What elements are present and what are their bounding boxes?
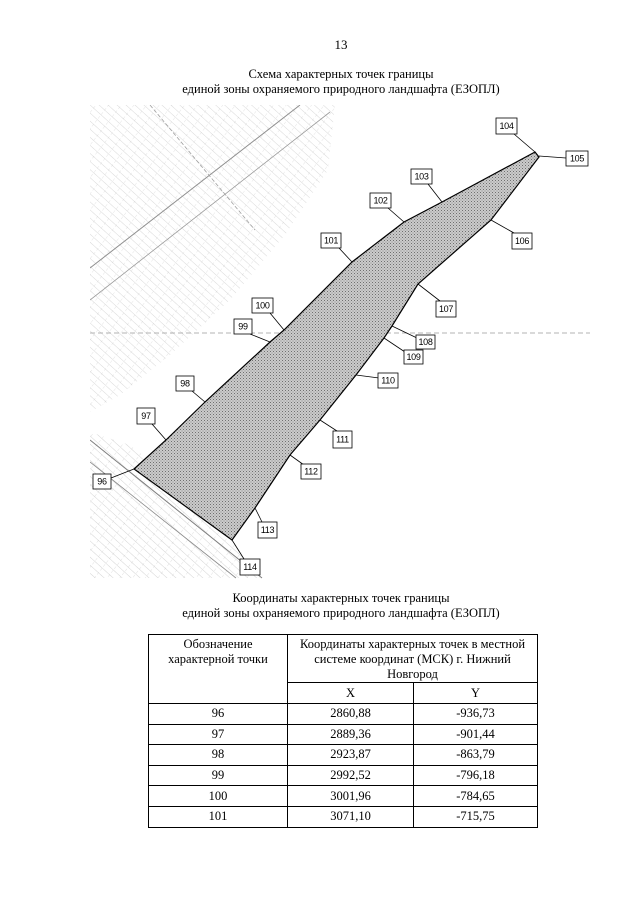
- header-coordinates-line: Новгород: [387, 667, 438, 681]
- leader-line: [250, 334, 270, 342]
- leader-line: [428, 184, 442, 202]
- boundary-scheme-map: [90, 105, 590, 580]
- cell-point: 98: [149, 745, 288, 766]
- leader-line: [491, 220, 514, 233]
- point-label-100: [252, 298, 273, 313]
- point-label-text: 102: [373, 195, 388, 206]
- cell-x: 2860,88: [288, 704, 414, 725]
- leader-line: [539, 156, 566, 158]
- coordinates-table: [148, 634, 538, 828]
- table-row: [149, 806, 538, 827]
- point-label-112: [301, 464, 321, 479]
- leader-line: [270, 313, 284, 330]
- point-label-108: [416, 335, 435, 349]
- point-label-107: [436, 301, 456, 317]
- leader-line: [320, 420, 337, 431]
- header-coordinates: [288, 635, 538, 683]
- header-point-designation-line: Обозначение: [183, 637, 253, 651]
- header-point-designation-line: характерной точки: [168, 652, 268, 666]
- leader-line: [388, 208, 404, 222]
- scheme-title-line-1: Схема характерных точек границы: [248, 67, 434, 81]
- header-point-designation: [149, 635, 288, 704]
- cell-x: 3071,10: [288, 806, 414, 827]
- header-x: X: [288, 683, 414, 704]
- table-row: [149, 786, 538, 807]
- leader-line: [392, 326, 417, 338]
- point-label-text: 113: [260, 525, 275, 535]
- point-label-text: 96: [97, 476, 107, 487]
- point-label-text: 104: [499, 121, 514, 131]
- point-label-101: [321, 233, 341, 248]
- coordinates-title-line-2: единой зоны охраняемого природного ландшафта (ЕЗОПЛ): [182, 605, 500, 620]
- table-row: [149, 745, 538, 766]
- cell-y: -784,65: [414, 786, 538, 807]
- cell-y: -936,73: [414, 704, 538, 725]
- table-row: [149, 724, 538, 745]
- point-label-text: 112: [304, 466, 318, 477]
- point-label-96: [93, 474, 111, 489]
- scheme-title-line-2: единой зоны охраняемого природного ландшафта (ЕЗОПЛ): [182, 82, 500, 96]
- point-label-text: 99: [238, 321, 248, 332]
- point-label-text: 106: [514, 236, 530, 246]
- point-label-text: 105: [569, 153, 585, 164]
- point-label-text: 114: [243, 562, 257, 572]
- point-label-98: [176, 376, 194, 391]
- point-label-102: [370, 193, 391, 208]
- point-label-text: 97: [141, 411, 151, 421]
- leader-line: [514, 134, 535, 152]
- point-label-text: 103: [414, 171, 429, 182]
- point-label-103: [411, 169, 432, 184]
- cell-point: 96: [149, 704, 288, 725]
- cell-point: 99: [149, 765, 288, 786]
- leader-line: [192, 391, 205, 402]
- header-coordinates-line: Координаты характерных точек в местной: [300, 637, 526, 651]
- point-label-text: 110: [381, 375, 395, 386]
- cell-y: -715,75: [414, 806, 538, 827]
- cell-point: 100: [149, 786, 288, 807]
- page-number: 13: [334, 37, 348, 52]
- leader-line: [356, 375, 379, 378]
- point-label-111: [333, 431, 352, 448]
- header-y: Y: [414, 683, 538, 704]
- point-label-104: [496, 118, 517, 134]
- coordinates-title: [91, 591, 591, 620]
- cell-x: 3001,96: [288, 786, 414, 807]
- point-label-text: 111: [336, 434, 349, 445]
- point-label-105: [566, 151, 588, 166]
- leader-line: [152, 424, 166, 440]
- cell-y: -863,79: [414, 745, 538, 766]
- table-header-row: [149, 635, 538, 683]
- point-label-text: 107: [438, 304, 454, 314]
- point-label-99: [234, 319, 252, 334]
- point-label-97: [137, 408, 155, 424]
- cell-y: -901,44: [414, 724, 538, 745]
- leader-line: [384, 338, 405, 352]
- point-label-109: [404, 350, 423, 364]
- table-row: [149, 765, 538, 786]
- cell-x: 2992,52: [288, 765, 414, 786]
- point-label-114: [240, 559, 260, 575]
- leader-line: [290, 455, 304, 465]
- point-label-113: [258, 522, 277, 538]
- leader-line: [418, 284, 440, 301]
- point-label-text: 108: [418, 337, 433, 347]
- cell-point: 101: [149, 806, 288, 827]
- point-label-text: 100: [255, 300, 270, 311]
- cell-y: -796,18: [414, 765, 538, 786]
- cell-point: 97: [149, 724, 288, 745]
- point-label-text: 98: [180, 378, 190, 389]
- cell-x: 2923,87: [288, 745, 414, 766]
- leader-line: [339, 248, 352, 262]
- scheme-title: [91, 67, 591, 97]
- point-label-text: 109: [406, 352, 421, 362]
- cell-x: 2889,36: [288, 724, 414, 745]
- table-row: [149, 704, 538, 725]
- coordinates-title-line-1: Координаты характерных точек границы: [232, 591, 450, 605]
- header-coordinates-line: системе координат (МСК) г. Нижний: [314, 652, 511, 666]
- point-label-110: [378, 373, 398, 388]
- leader-line: [255, 508, 262, 522]
- point-label-text: 101: [323, 235, 339, 246]
- point-label-106: [512, 233, 532, 249]
